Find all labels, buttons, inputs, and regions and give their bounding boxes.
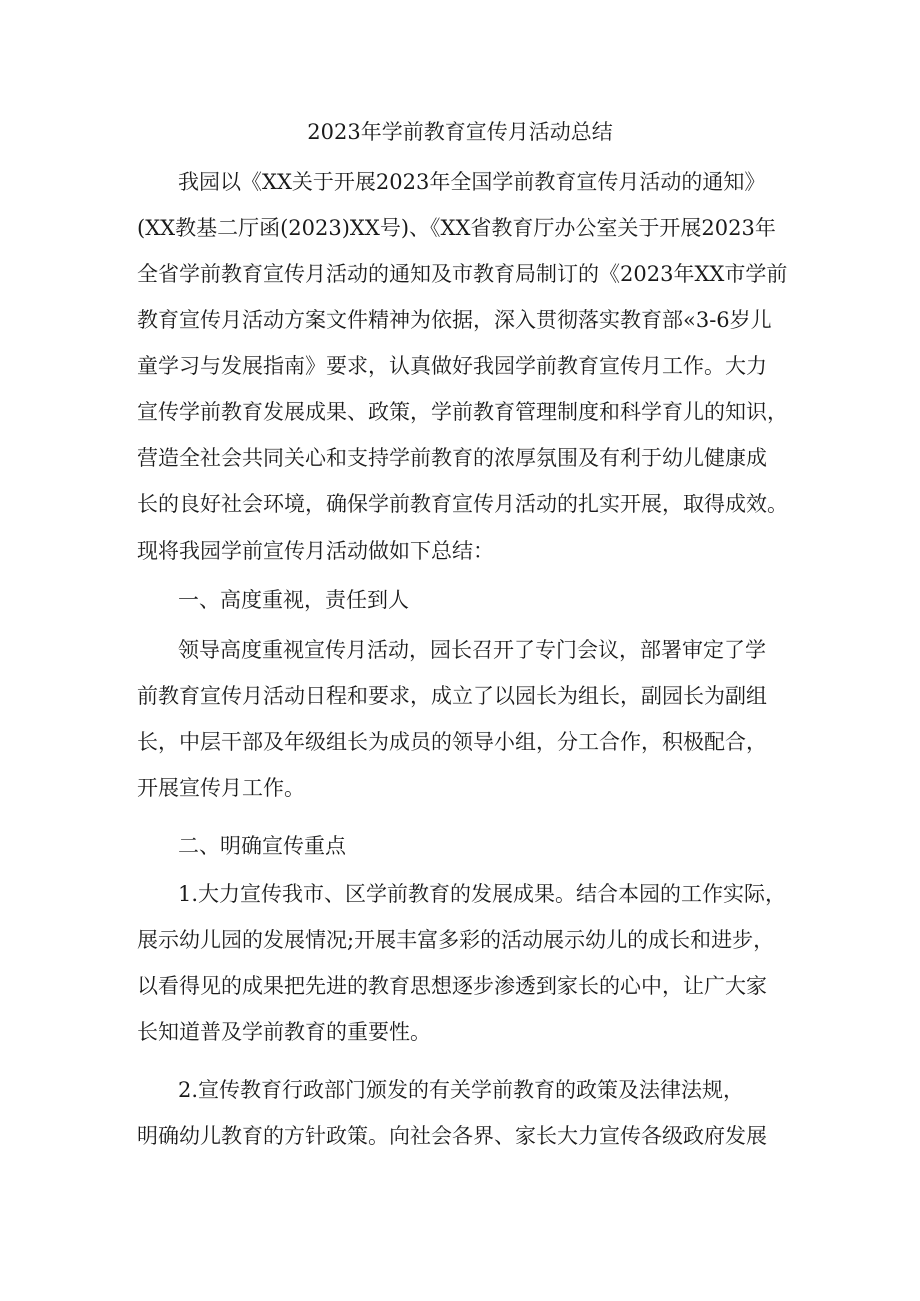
paragraph-line: 现将我园学前宣传月活动做如下总结： bbox=[137, 539, 494, 563]
paragraph-line: 宣传学前教育发展成果、政策，学前教育管理制度和科学育儿的知识， bbox=[137, 400, 788, 424]
paragraph-line: 长知道普及学前教育的重要性。 bbox=[137, 1020, 431, 1044]
paragraph-line: 开展宣传月工作。 bbox=[137, 776, 305, 800]
paragraph-line: 长，中层干部及年级组长为成员的领导小组，分工合作，积极配合， bbox=[137, 730, 767, 754]
paragraph-line: 1.大力宣传我市、区学前教育的发展成果。结合本园的工作实际， bbox=[178, 882, 787, 906]
paragraph-line: 前教育宣传月活动日程和要求，成立了以园长为组长，副园长为副组 bbox=[137, 684, 767, 708]
paragraph-line: 童学习与发展指南》要求，认真做好我园学前教育宣传月工作。大力 bbox=[137, 354, 767, 378]
paragraph-line: 领导高度重视宣传月活动，园长召开了专门会议，部署审定了学 bbox=[178, 638, 766, 662]
paragraph-line: 长的良好社会环境，确保学前教育宣传月活动的扎实开展，取得成效。 bbox=[137, 492, 788, 516]
paragraph-line: 2.宣传教育行政部门颁发的有关学前教育的政策及法律法规， bbox=[178, 1078, 745, 1102]
section-heading: 二、明确宣传重点 bbox=[178, 834, 346, 858]
paragraph-line: 以看得见的成果把先进的教育思想逐步渗透到家长的心中，让广大家 bbox=[137, 974, 767, 998]
section-heading: 一、高度重视，责任到人 bbox=[178, 588, 409, 612]
paragraph-line: 明确幼儿教育的方针政策。向社会各界、家长大力宣传各级政府发展 bbox=[137, 1124, 767, 1148]
paragraph-line: (XX教基二厅函(2023)XX号)、《XX省教育厅办公室关于开展2023年 bbox=[137, 216, 776, 240]
paragraph-line: 营造全社会共同关心和支持学前教育的浓厚氛围及有利于幼儿健康成 bbox=[137, 446, 767, 470]
paragraph-line: 教育宣传月活动方案文件精神为依据，深入贯彻落实教育部«3-6岁儿 bbox=[137, 308, 772, 332]
document-title: 2023年学前教育宣传月活动总结 bbox=[307, 120, 613, 144]
paragraph-line: 展示幼儿园的发展情况;开展丰富多彩的活动展示幼儿的成长和进步， bbox=[137, 928, 775, 952]
paragraph-line: 我园以《XX关于开展2023年全国学前教育宣传月活动的通知》 bbox=[178, 170, 766, 194]
paragraph-line: 全省学前教育宣传月活动的通知及市教育局制订的《2023年XX市学前 bbox=[137, 262, 788, 286]
